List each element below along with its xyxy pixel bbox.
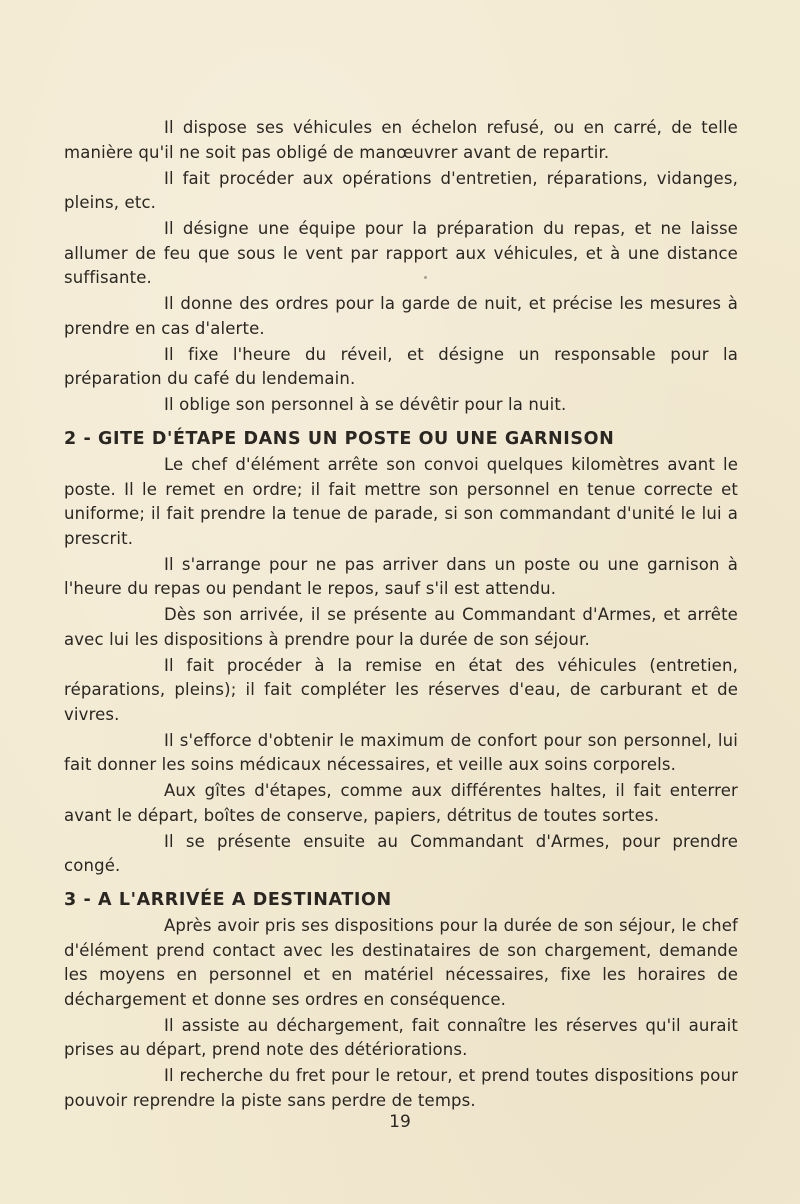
paragraph: Le chef d'élément arrête son convoi quelques kilomètres avant le poste. Il le remet en ordre; il fait mettre son personnel en tenue correcte et uniforme; il fait prendre la tenue de parade, si son commandant d'unité le lui a prescrit.	[64, 455, 738, 548]
page-number: 19	[389, 1112, 411, 1132]
paragraph: Il fait procéder aux opérations d'entretien, réparations, vidanges, pleins, etc.	[64, 168, 738, 212]
paper-speck	[424, 276, 427, 279]
section-heading: 3 - A L'ARRIVÉE A DESTINATION	[64, 890, 392, 910]
paragraph: Il assiste au déchargement, fait connaître les réserves qu'il aurait prises au départ, prend note des détériorations.	[64, 1015, 738, 1059]
paragraph: Dès son arrivée, il se présente au Commandant d'Armes, et arrête avec lui les dispositions à prendre pour la durée de son séjour.	[64, 605, 738, 649]
paragraph: Il recherche du fret pour le retour, et prend toutes dispositions pour pouvoir reprendre la piste sans perdre de temps.	[64, 1066, 738, 1110]
page-body	[64, 116, 738, 1115]
paragraph: Il s'efforce d'obtenir le maximum de confort pour son personnel, lui fait donner les soins médicaux nécessaires, et veille aux soins corporels.	[64, 730, 738, 774]
section-2	[64, 425, 738, 880]
section-heading: 2 - GITE D'ÉTAPE DANS UN POSTE OU UNE GARNISON	[64, 429, 615, 449]
paragraph: Il se présente ensuite au Commandant d'Armes, pour prendre congé.	[64, 831, 738, 875]
paragraph: Il s'arrange pour ne pas arriver dans un poste ou une garnison à l'heure du repas ou pendant le repos, sauf s'il est attendu.	[64, 554, 738, 598]
paragraph: Il oblige son personnel à se dévêtir pour la nuit.	[164, 395, 567, 414]
paragraph: Aux gîtes d'étapes, comme aux différentes haltes, il fait enterrer avant le départ, boîtes de conserve, papiers, détritus de toutes sortes.	[64, 781, 738, 825]
paragraph: Il désigne une équipe pour la préparation du repas, et ne laisse allumer de feu que sous le vent par rapport aux véhicules, et à une distance suffisante.	[64, 219, 738, 287]
paragraph: Il dispose ses véhicules en échelon refusé, ou en carré, de telle manière qu'il ne soit pas obligé de manœuvrer avant de repartir.	[64, 118, 738, 162]
paragraph: Après avoir pris ses dispositions pour la durée de son séjour, le chef d'élément prend contact avec les destinataires de son chargement, demande les moyens en personnel et en matériel nécessaires, fixe les horaires de déchargement et donne ses ordres en conséquence.	[64, 916, 738, 1009]
section-3	[64, 886, 738, 1115]
paragraph: Il donne des ordres pour la garde de nuit, et précise les mesures à prendre en cas d'alerte.	[64, 294, 738, 338]
paragraph: Il fixe l'heure du réveil, et désigne un responsable pour la préparation du café du lendemain.	[64, 344, 738, 388]
paragraph: Il fait procéder à la remise en état des véhicules (entretien, réparations, pleins); il fait compléter les réserves d'eau, de carburant et de vivres.	[64, 655, 738, 724]
section-1	[64, 116, 738, 419]
